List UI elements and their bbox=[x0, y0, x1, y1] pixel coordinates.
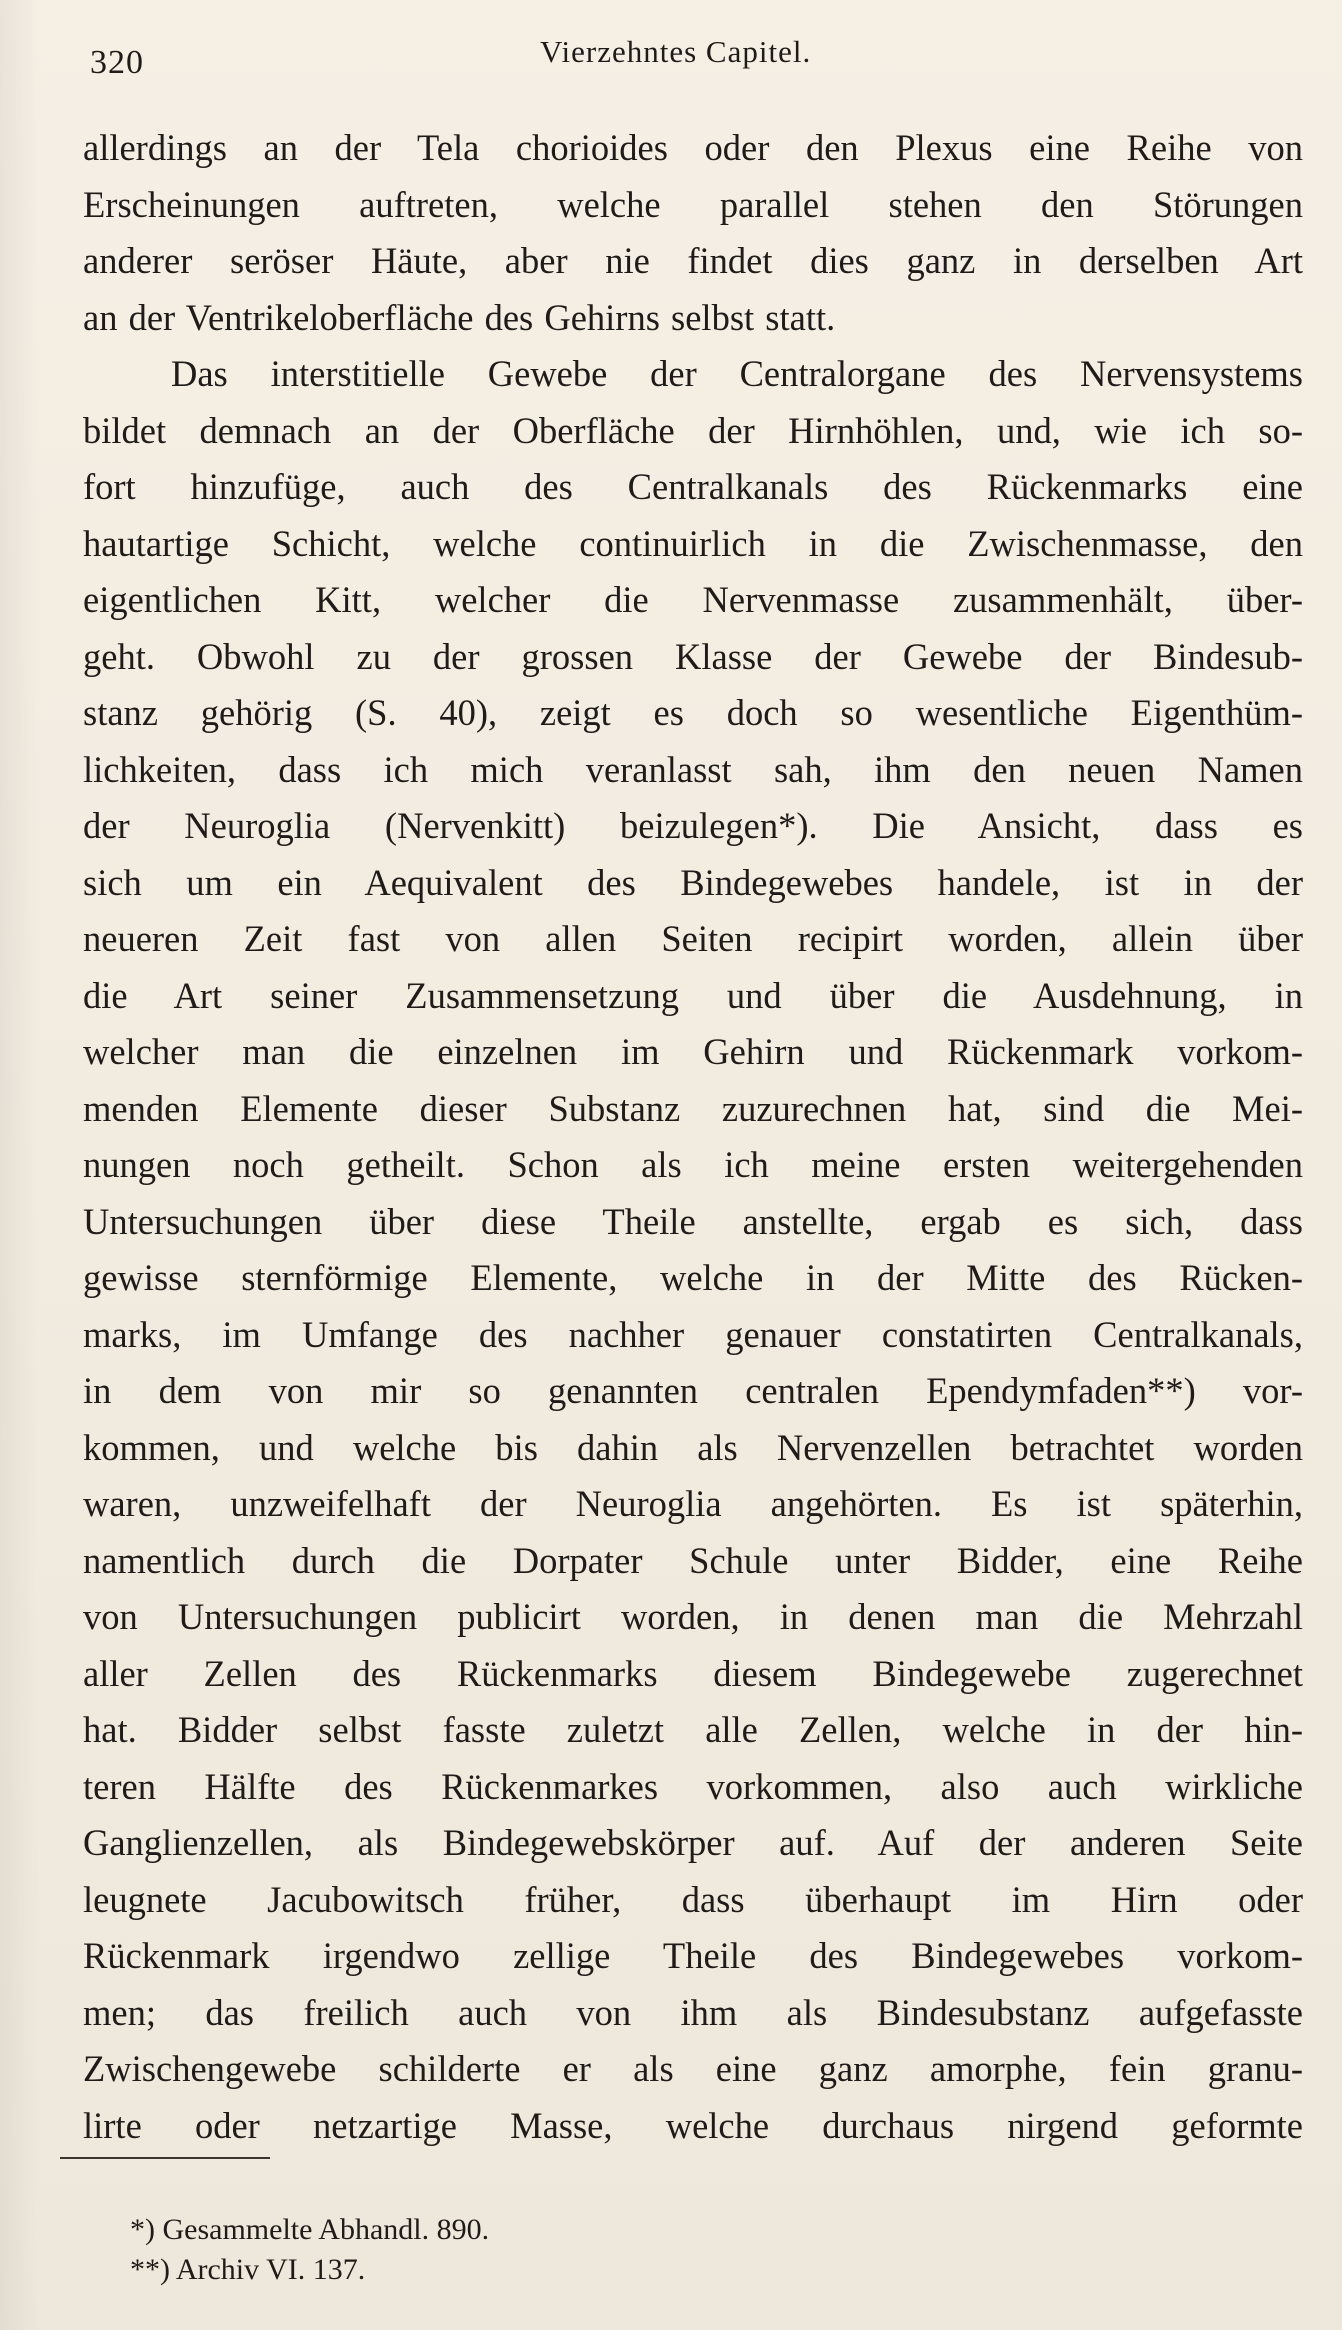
text-line: Ganglienzellen, als Bindegewebskörper auf. Auf der anderen Seite bbox=[83, 1822, 1303, 1863]
footnotes bbox=[130, 2210, 489, 2290]
text-line: in dem von mir so genannten centralen Ependymfaden**) vor- bbox=[83, 1370, 1303, 1411]
text-line: eigentlichen Kitt, welcher die Nervenmasse zusammenhält, über- bbox=[83, 579, 1303, 620]
text-line: fort hinzufüge, auch des Centralkanals des Rückenmarks eine bbox=[83, 466, 1303, 507]
text-line: der Neuroglia (Nervenkitt) beizulegen*). Die Ansicht, dass es bbox=[83, 805, 1303, 846]
text-line: allerdings an der Tela chorioides oder den Plexus eine Reihe von bbox=[83, 127, 1303, 168]
text-line: nungen noch getheilt. Schon als ich meine ersten weitergehenden bbox=[83, 1144, 1303, 1185]
text-line: geht. Obwohl zu der grossen Klasse der Gewebe der Bindesub- bbox=[83, 635, 1303, 677]
text-line: bildet demnach an der Oberfläche der Hirnhöhlen, und, wie ich so- bbox=[83, 409, 1303, 451]
text-line: die Art seiner Zusammensetzung und über die Ausdehnung, in bbox=[83, 974, 1303, 1016]
text-line: Das interstitielle Gewebe der Centralorgane des Nervensystems bbox=[171, 353, 1303, 394]
text-line: aller Zellen des Rückenmarks diesem Bindegewebe zugerechnet bbox=[83, 1652, 1303, 1694]
text-line: sich um ein Aequivalent des Bindegewebes handele, ist in der bbox=[83, 861, 1303, 903]
text-line: lichkeiten, dass ich mich veranlasst sah, ihm den neuen Namen bbox=[83, 748, 1303, 790]
text-line: menden Elemente dieser Substanz zuzurechnen hat, sind die Mei- bbox=[83, 1087, 1303, 1129]
text-line: hat. Bidder selbst fasste zuletzt alle Zellen, welche in der hin- bbox=[83, 1709, 1303, 1750]
text-line: stanz gehörig (S. 40), zeigt es doch so wesentliche Eigenthüm- bbox=[83, 692, 1303, 733]
running-head: Vierzehntes Capitel. bbox=[540, 34, 812, 69]
text-line: gewisse sternförmige Elemente, welche in der Mitte des Rücken- bbox=[83, 1257, 1303, 1298]
text-line: Untersuchungen über diese Theile anstellte, ergab es sich, dass bbox=[83, 1200, 1303, 1242]
text-line: leugnete Jacubowitsch früher, dass überhaupt im Hirn oder bbox=[83, 1878, 1303, 1920]
text-line: waren, unzweifelhaft der Neuroglia angehörten. Es ist späterhin, bbox=[83, 1483, 1303, 1524]
text-line: marks, im Umfange des nachher genauer constatirten Centralkanals, bbox=[83, 1313, 1303, 1355]
text-line: Zwischengewebe schilderte er als eine ganz amorphe, fein granu- bbox=[83, 2048, 1303, 2089]
text-line: Rückenmark irgendwo zellige Theile des Bindegewebes vorkom- bbox=[83, 1935, 1303, 1976]
text-line: lirte oder netzartige Masse, welche durchaus nirgend geformte bbox=[83, 2104, 1303, 2146]
body-text bbox=[83, 120, 1303, 2154]
footnote: **) Archiv VI. 137. bbox=[130, 2253, 366, 2286]
text-line: hautartige Schicht, welche continuirlich in die Zwischenmasse, den bbox=[83, 522, 1303, 564]
text-line: von Untersuchungen publicirt worden, in denen man die Mehrzahl bbox=[83, 1596, 1303, 1637]
text-line: namentlich durch die Dorpater Schule unter Bidder, eine Reihe bbox=[83, 1539, 1303, 1581]
footnote-rule bbox=[60, 2157, 270, 2159]
text-line: welcher man die einzelnen im Gehirn und Rückenmark vorkom- bbox=[83, 1031, 1303, 1072]
text-line: kommen, und welche bis dahin als Nervenzellen betrachtet worden bbox=[83, 1426, 1303, 1468]
text-line: neueren Zeit fast von allen Seiten recipirt worden, allein über bbox=[83, 918, 1303, 959]
page-number: 320 bbox=[90, 44, 144, 81]
text-line: anderer seröser Häute, aber nie findet dies ganz in derselben Art bbox=[83, 240, 1303, 281]
text-line: men; das freilich auch von ihm als Bindesubstanz aufgefasste bbox=[83, 1991, 1303, 2033]
footnote: *) Gesammelte Abhandl. 890. bbox=[130, 2213, 490, 2246]
text-line: teren Hälfte des Rückenmarkes vorkommen, also auch wirkliche bbox=[83, 1765, 1303, 1807]
text-line: Erscheinungen auftreten, welche parallel stehen den Störungen bbox=[83, 183, 1303, 225]
text-line: an der Ventrikeloberfläche des Gehirns selbst statt. bbox=[83, 296, 836, 338]
